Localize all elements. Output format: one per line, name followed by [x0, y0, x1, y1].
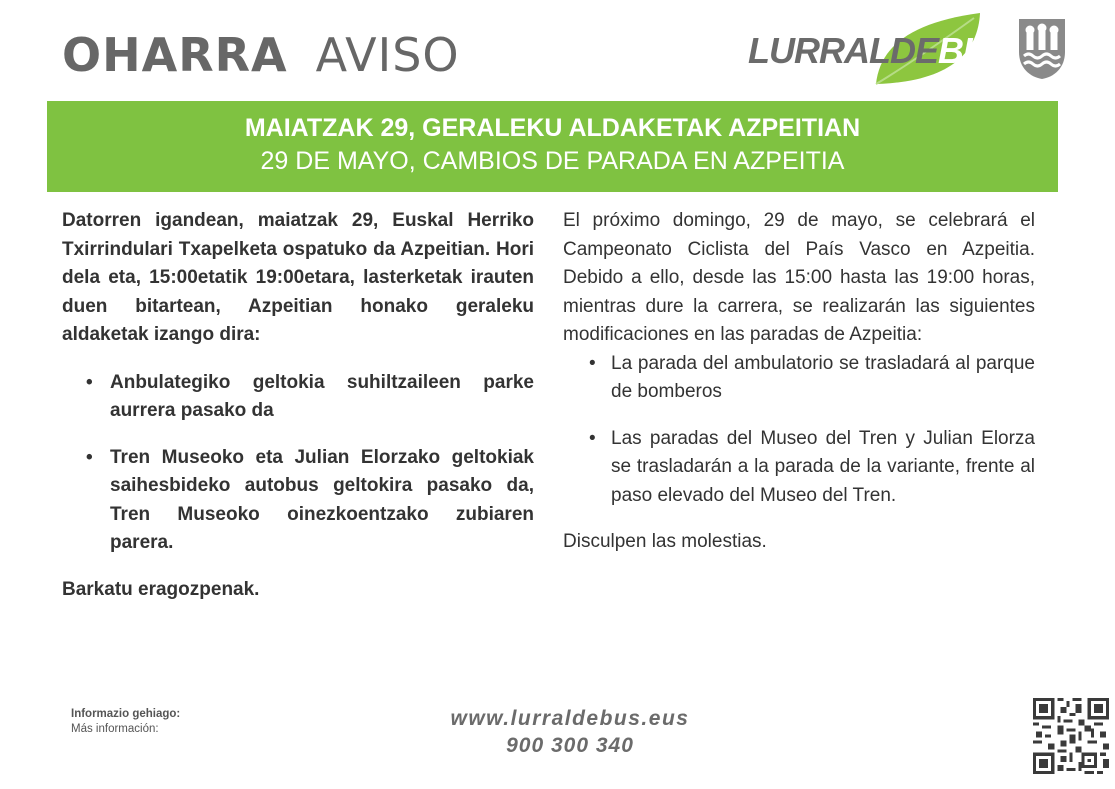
title-basque: OHARRA	[62, 28, 288, 82]
bullet-icon: •	[589, 427, 596, 449]
headline-basque: MAIATZAK 29, GERALEKU ALDAKETAK AZPEITIAN	[244, 114, 861, 142]
spanish-intro: El próximo domingo, 29 de mayo, se celebrará el Campeonato Ciclista del País Vasco en Azpeitia. Debido a ello, desde las 15:00 hasta las 19:00 horas, mientras dure la carrera, se realizarán las siguientes modificaciones en las paradas de Azpeitia:	[563, 210, 1035, 345]
bullet-icon: •	[86, 371, 93, 393]
headline-banner	[47, 101, 1058, 192]
spanish-column	[563, 207, 1035, 557]
headline-spanish: 29 DE MAYO, CAMBIOS DE PARADA EN AZPEITIA	[260, 147, 845, 175]
bullet-icon: •	[86, 446, 93, 468]
bullet-icon: •	[589, 352, 596, 374]
logo-text-main: LURRALDE	[748, 30, 938, 71]
qr-code-icon[interactable]	[1033, 698, 1109, 774]
basque-closing: Barkatu eragozpenak.	[62, 578, 260, 600]
more-info-label: Informazio gehiago: Más información:	[71, 708, 181, 735]
notice-title	[62, 28, 460, 82]
phone-number: 900 300 340	[506, 734, 634, 757]
logo-text-accent: BUS	[937, 30, 1011, 71]
list-item: • Las paradas del Museo del Tren y Julian Elorza se trasladarán a la parada de la variante, frente al paso elevado del Museo del Tren.	[563, 425, 1035, 511]
spanish-changes-list	[563, 350, 1035, 511]
website-link[interactable]: www.lurraldebus.eus	[450, 707, 690, 730]
contact-info	[420, 705, 720, 759]
basque-intro: Datorren igandean, maiatzak 29, Euskal Herriko Txirrindulari Txapelketa ospatuko da Azpeitian. Hori dela eta, 15:00etatik 19:00etara, lasterketak irauten duen bitartean, Azpeitian honako geraleku aldaketak izango dira:	[62, 210, 534, 345]
lurraldebus-logo	[748, 10, 1011, 90]
spanish-closing: Disculpen las molestias.	[563, 531, 767, 552]
gipuzkoa-shield-icon	[1016, 16, 1068, 80]
basque-column	[62, 207, 534, 604]
list-item: • Anbulategiko geltokia suhiltzaileen parke aurrera pasako da	[62, 369, 534, 426]
title-spanish: AVISO	[315, 28, 460, 82]
basque-changes-list	[62, 369, 534, 558]
list-item: • Tren Museoko eta Julian Elorzako geltokiak saihesbideko autobus geltokira pasako da, Tren Museoko oinezkoentzako zubiaren parera.	[62, 444, 534, 558]
list-item: • La parada del ambulatorio se trasladará al parque de bomberos	[563, 350, 1035, 407]
